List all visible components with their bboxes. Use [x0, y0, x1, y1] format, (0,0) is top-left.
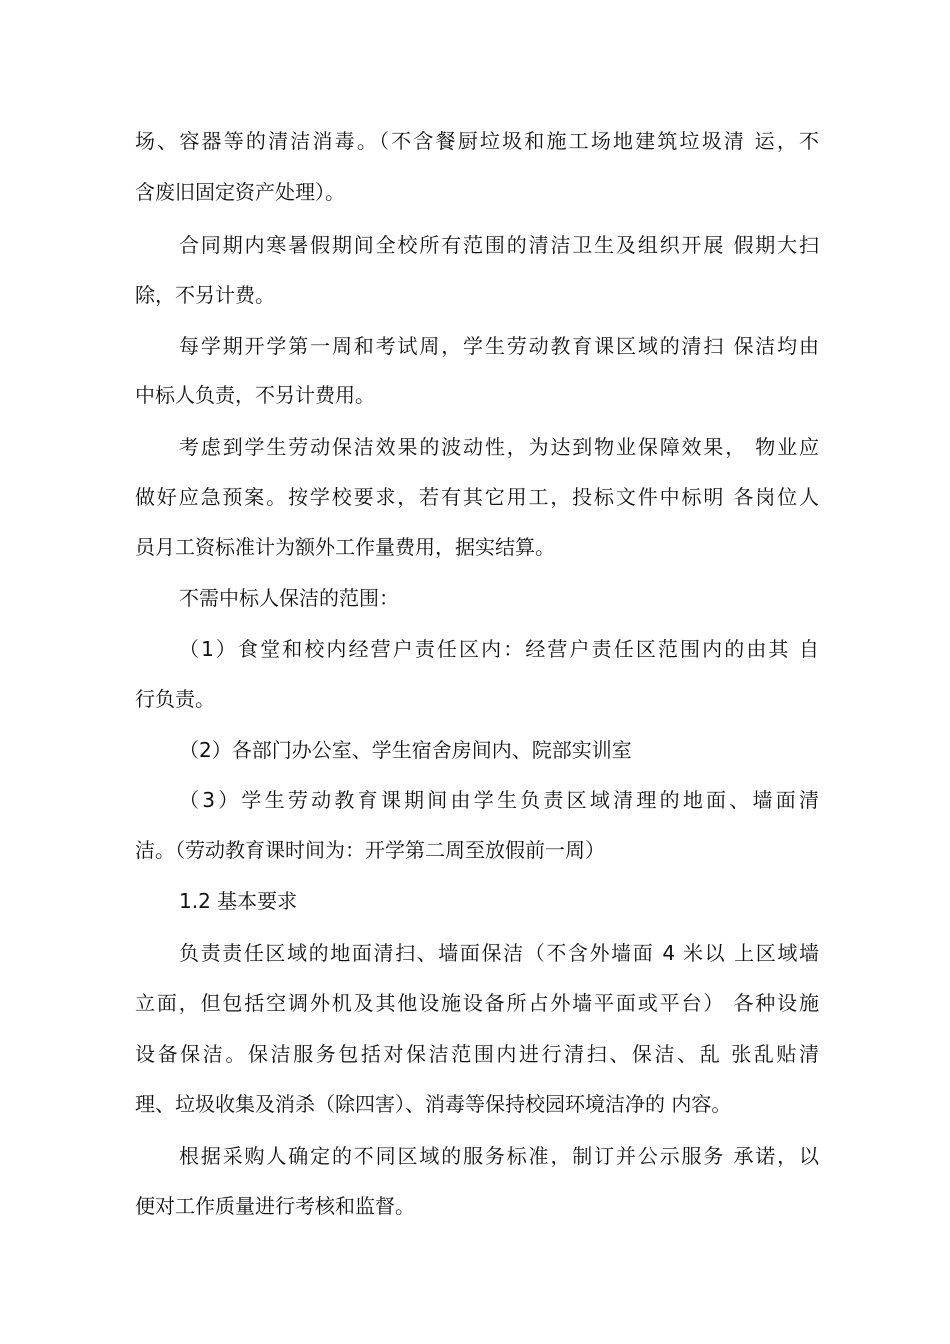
paragraph-line: 每学期开学第一周和考试周，学生劳动教育课区域的清扫 保洁均由 — [179, 334, 819, 358]
paragraph-line: 根据采购人确定的不同区域的服务标准，制订并公示服务 承诺，以 — [179, 1144, 819, 1168]
paragraph-line: 含废旧固定资产处理）。 — [135, 180, 345, 204]
paragraph-line: 员月工资标准计为额外工作量费用，据实结算。 — [135, 535, 555, 559]
section-heading: 1.2 基本要求 — [179, 889, 298, 913]
paragraph-line: 洁。（劳动教育课时间为：开学第二周至放假前一周） — [135, 838, 605, 862]
paragraph-line: （3）学生劳动教育课期间由学生负责区域清理的地面、墙面清 — [179, 788, 819, 812]
paragraph-line: 考虑到学生劳动保洁效果的波动性，为达到物业保障效果， 物业应 — [179, 435, 819, 459]
paragraph-line: 理、垃圾收集及消杀（除四害）、消毒等保持校园环境洁净的 内容。 — [135, 1092, 732, 1116]
paragraph-line: 行负责。 — [135, 687, 215, 711]
paragraph-line: 中标人负责，不另计费用。 — [135, 383, 375, 407]
paragraph-line: 设备保洁。保洁服务包括对保洁范围内进行清扫、保洁、乱 张乱贴清 — [135, 1042, 819, 1066]
paragraph-line: 不需中标人保洁的范围： — [179, 586, 399, 610]
paragraph-line: 场、容器等的清洁消毒。（不含餐厨垃圾和施工场地建筑垃圾清 运，不 — [135, 129, 819, 153]
paragraph-line: 立面，但包括空调外机及其他设施设备所占外墙平面或平台） 各种设施 — [135, 991, 819, 1015]
paragraph-line: 除，不另计费。 — [135, 283, 275, 307]
paragraph-line: 做好应急预案。按学校要求，若有其它用工，投标文件中标明 各岗位人 — [135, 485, 819, 509]
paragraph-line: 负责责任区域的地面清扫、墙面保洁（不含外墙面 4 米以 上区域墙 — [179, 941, 819, 965]
paragraph-line: 合同期内寒暑假期间全校所有范围的清洁卫生及组织开展 假期大扫 — [179, 233, 819, 257]
paragraph-line: （2）各部门办公室、学生宿舍房间内、院部实训室 — [179, 738, 632, 762]
paragraph-line: 便对工作质量进行考核和监督。 — [135, 1194, 415, 1218]
paragraph-line: （1）食堂和校内经营户责任区内：经营户责任区范围内的由其 自 — [179, 637, 819, 661]
